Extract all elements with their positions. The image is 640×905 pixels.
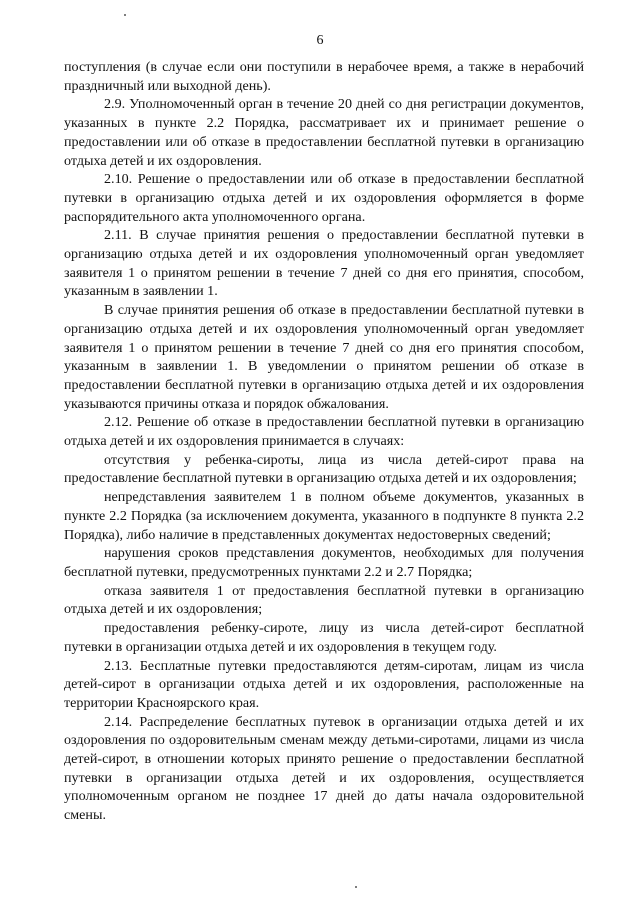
refusal-reason-applicant-declined: отказа заявителя 1 от предоставления бесплатной путевки в организацию отдыха детей и их оздоровления; xyxy=(64,582,584,618)
paragraph-2-12: 2.12. Решение об отказе в предоставлении бесплатной путевки в организацию отдыха детей и их оздоровления принимается в случаях: xyxy=(64,414,584,450)
paragraph-2-10: 2.10. Решение о предоставлении или об отказе в предоставлении бесплатной путевки в организацию отдыха детей и их оздоровления оформляется в форме распорядительного акта уполномоченного органа. xyxy=(64,171,584,225)
refusal-reason-deadline-violation: нарушения сроков представления документов, необходимых для получения бесплатной путевки, предусмотренных пунктами 2.2 и 2.7 Порядка; xyxy=(64,545,584,580)
page-number: 6 xyxy=(316,33,324,48)
refusal-reason-no-right: отсутствия у ребенка-сироты, лица из числа детей-сирот права на предоставление бесплатной путевки в организацию отдыха детей и их оздоровления; xyxy=(64,451,584,487)
paragraph-1-continuation: поступления (в случае если они поступили в нерабочее время, а также в нерабочий праздничный или выходной день). xyxy=(64,59,584,94)
scan-speck xyxy=(355,886,357,888)
paragraph-2-13: 2.13. Бесплатные путевки предоставляются детям-сиротам, лицам из числа детей-сирот в организации отдыха детей и их оздоровления, расположенные на территории Красноярского края. xyxy=(64,657,584,711)
paragraph-2-11-refusal: В случае принятия решения об отказе в предоставлении бесплатной путевки в организацию отдыха детей и их оздоровления уполномоченный орган уведомляет заявителя 1 о принятом решении в течение 7 дней со дня его принятия способом, указанным в заявлении 1. В уведомлении о принятом решении об отказе в предоставлении бесплатной путевки в организацию отдыха детей и их оздоровления указываются причины отказа и порядок обжалования. xyxy=(64,302,584,412)
refusal-reason-incomplete-documents: непредставления заявителем 1 в полном объеме документов, указанных в пункте 2.2 Порядка (за исключением документа, указанного в подпункте 8 пункта 2.2 Порядка), либо наличие в представленных документах недостоверных сведений; xyxy=(64,489,584,543)
paragraph-2-9: 2.9. Уполномоченный орган в течение 20 дней со дня регистрации документов, указанных в пункте 2.2 Порядка, рассматривает их и принимает решение о предоставлении или об отказе в предоставлении бесплатной путевки в организацию отдыха детей и их оздоровления. xyxy=(64,96,584,169)
paragraph-2-14: 2.14. Распределение бесплатных путевок в организации отдыха детей и их оздоровления по оздоровительным сменам между детьми-сиротами, лицами из числа детей-сирот, в отношении которых принято решение о предоставлении бесплатной путевки в организации отдыха детей и их оздоровления, осуществляется уполномоченным органом не позднее 17 дней до даты начала оздоровительной смены. xyxy=(64,713,584,824)
refusal-reason-already-provided: предоставления ребенку-сироте, лицу из числа детей-сирот бесплатной путевки в организации отдыха детей и их оздоровления в текущем году. xyxy=(64,620,584,655)
scan-speck xyxy=(124,14,126,16)
document-body xyxy=(64,58,584,825)
paragraph-2-11: 2.11. В случае принятия решения о предоставлении бесплатной путевки в организацию отдыха детей и их оздоровления уполномоченный орган уведомляет заявителя 1 о принятом решении в течение 7 дней со дня его принятия, способом, указанным в заявлении 1. xyxy=(64,227,584,300)
